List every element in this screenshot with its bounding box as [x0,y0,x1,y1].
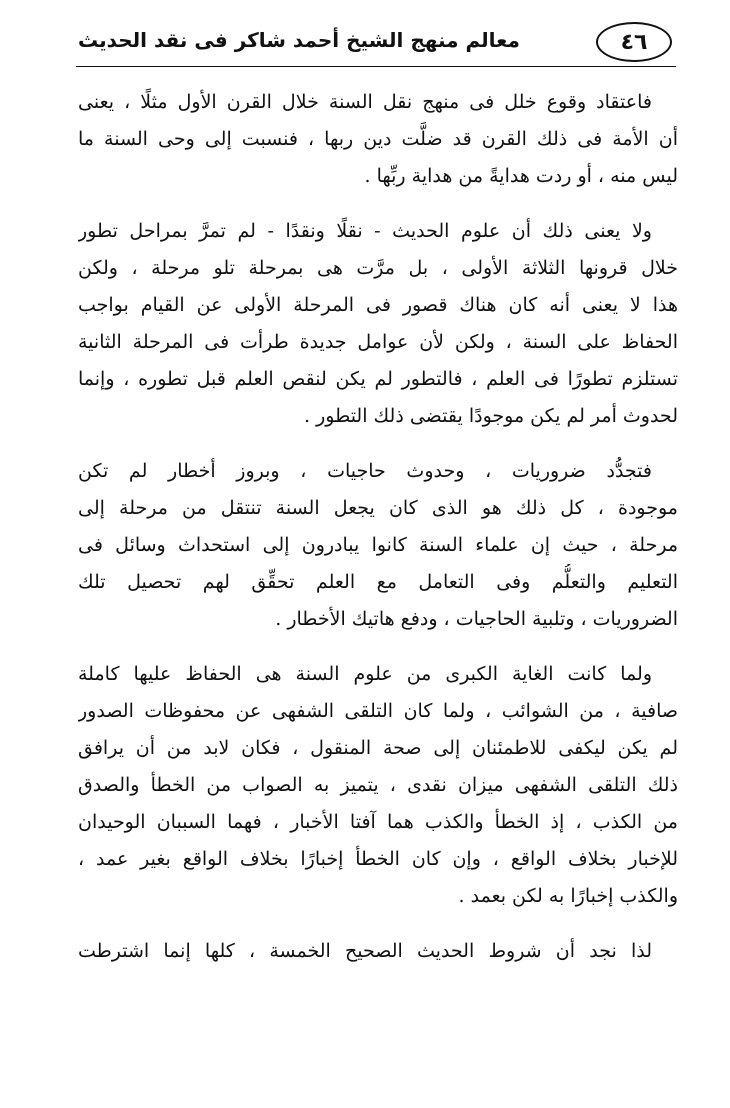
text-line: ليس منه ، أو ردت هدايةً من هداية ربِّها . [364,165,678,187]
text-line: التعليم والتعلُّم وفى التعامل مع العلم تحقِّق لهم تحصيل تلك [78,571,678,593]
page-number: ٤٦ [596,22,672,62]
text-line: ولا يعنى ذلك أن علوم الحديث - نقلًا ونقدًا - لم تمرَّ بمراحل تطور [78,220,652,242]
text-line: فاعتقاد وقوع خلل فى منهج نقل السنة خلال القرن الأول مثلًا ، يعنى [78,91,652,113]
paragraph [78,84,678,195]
text-line: لذا نجد أن شروط الحديث الصحيح الخمسة ، كلها إنما اشترطت [78,940,652,962]
text-line: والكذب إخبارًا به لكن بعمد . [458,885,678,907]
paragraph [78,213,678,435]
text-line: الضروريات ، وتلبية الحاجيات ، ودفع هاتيك الأخطار . [275,608,678,630]
header-divider [76,66,676,67]
paragraph [78,933,678,970]
text-line: من الكذب ، إذ الخطأ والكذب هما آفتا الأخبار ، فهما السببان الوحيدان [78,811,678,833]
text-line: تستلزم تطورًا فى العلم ، فالتطور لم يكن لنقص العلم قبل تطوره ، وإنما [78,368,678,390]
page-header [76,18,680,66]
text-line: خلال قرونها الثلاثة الأولى ، بل مرَّت هى بمرحلة تلو مرحلة ، ولكن [78,257,678,279]
text-line: ذلك التلقى الشفهى ميزان نقدى ، يتميز به الصواب من الخطأ والصدق [78,774,678,796]
text-line: لحدوث أمر لم يكن موجودًا يقتضى ذلك التطور . [304,405,678,427]
text-line: أن الأمة فى ذلك القرن قد ضلَّت دين ربها ، فنسبت إلى وحى السنة ما [78,128,678,150]
text-line: للإخبار بخلاف الواقع ، وإن كان الخطأ إخبارًا بخلاف الواقع بغير عمد ، [78,848,678,870]
text-line: الحفاظ على السنة ، ولكن لأن عوامل جديدة طرأت فى المرحلة الثانية [78,331,678,353]
text-line: لم يكن ليكفى للاطمئنان إلى صحة المنقول ، فكان لابد من أن يرافق [78,737,678,759]
text-line: موجودة ، كل ذلك هو الذى كان يجعل السنة تنتقل من مرحلة إلى [78,497,678,519]
running-title: معالم منهج الشيخ أحمد شاكر فى نقد الحديث [78,28,520,52]
text-line: فتجدُّد ضروريات ، وحدوث حاجيات ، وبروز أخطار لم تكن [78,460,652,482]
text-line: هذا لا يعنى أنه كان هناك قصور فى المرحلة الأولى عن القيام بواجب [78,294,678,316]
page-body [78,84,678,988]
paragraph [78,656,678,915]
text-line: صافية ، من الشوائب ، ولما كان التلقى الشفهى عن محفوظات الصدور [78,700,678,722]
text-line: مرحلة ، حيث إن علماء السنة كانوا يبادرون إلى استحداث وسائل فى [78,534,678,556]
paragraph [78,453,678,638]
text-line: ولما كانت الغاية الكبرى من علوم السنة هى الحفاظ عليها كاملة [78,663,652,685]
